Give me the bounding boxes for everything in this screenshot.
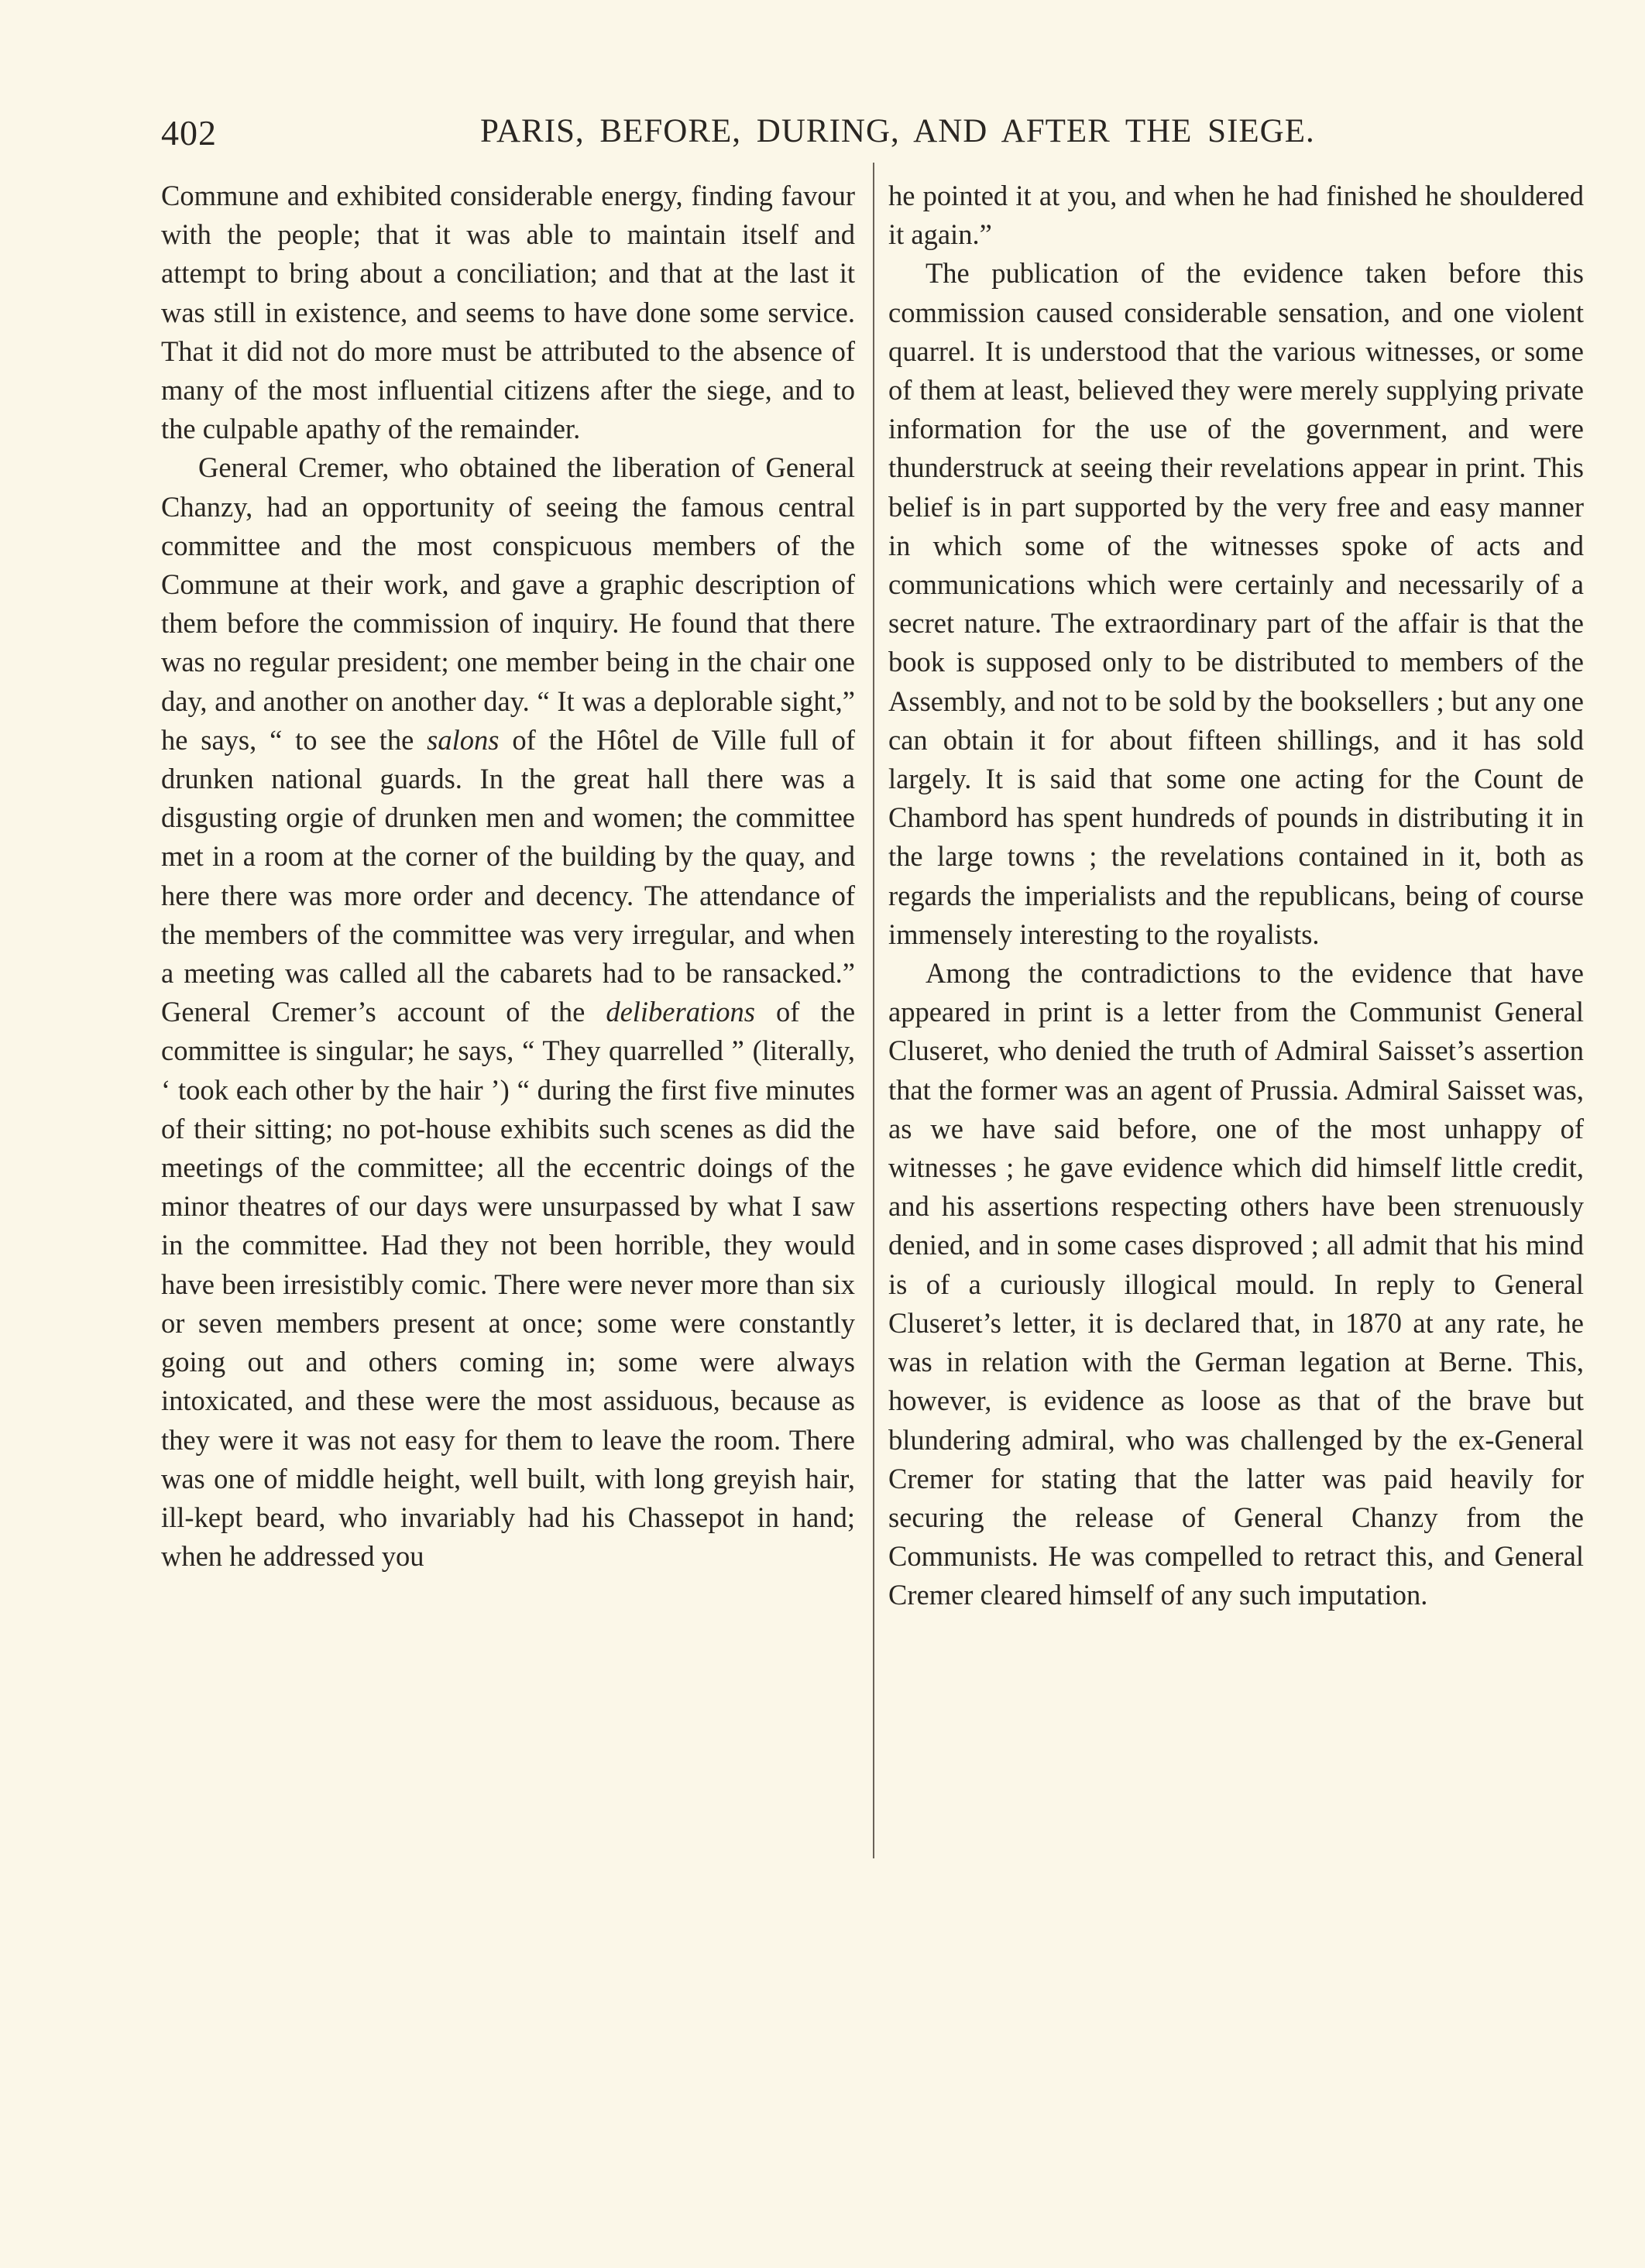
column-divider — [873, 163, 874, 1858]
italic-word-deliberations: deliberations — [606, 996, 755, 1028]
right-paragraph-3: Among the contradictions to the evidence that have appeared in print is a letter from the Communist General Cluseret, who denied the truth of Admiral Saisset’s assertion that the former was an agent of Prussia. Admiral Saisset was, as we have said before, one of the most unhappy of witnesses ; he gave evidence which did himself little credit, and his assertions respecting others have been strenuously denied, and in some cases disproved ; all admit that his mind is of a curiously illogical mould. In reply to General Cluseret’s letter, it is declared that, in 1870 at any rate, he was in relation with the German legation at Berne. This, however, is evidence as loose as that of the brave but blundering admiral, who was challenged by the ex-General Cremer for stating that the latter was paid heavily for securing the release of General Chanzy from the Communists. He was compelled to retract this, and General Cremer cleared himself of any such imputation. — [888, 957, 1584, 1611]
right-paragraph-1: he pointed it at you, and when he had finished he shouldered it again.” — [888, 180, 1584, 251]
page-number: 402 — [161, 113, 217, 153]
running-head — [161, 112, 1589, 159]
running-title: PARIS, BEFORE, DURING, AND AFTER THE SIEGE. — [480, 113, 1315, 149]
left-paragraph-1: Commune and exhibited considerable energy, finding favour with the people; that it was able to maintain itself and attempt to bring about a conciliation; and that at the last it was still in existence, and seems to have done some service. That it did not do more must be attributed to the absence of many of the most influential citizens after the siege, and to the culpable apathy of the remainder. — [161, 180, 855, 445]
text-run: of the Hôtel de Ville full of drunken national guards. In the great hall there was a disgusting orgie of drunken men and women; the committee met in a room at the corner of the building by the quay, and here there was more order and decency. The attendance of the members of the committee was very irregular, and when a meeting was called all the cabarets had to be ransacked.” General Cremer’s account of the — [161, 723, 856, 1028]
left-column — [161, 177, 855, 1576]
right-paragraph-2: The publication of the evidence taken before this commission caused considerable sensation, and one violent quarrel. It is understood that the various witnesses, or some of them at least, believed they were merely supplying private information for the use of the government, and were thunderstruck at seeing their revelations appear in print. This belief is in part supported by the very free and easy manner in which some of the witnesses spoke of acts and communications which were certainly and necessarily of a secret nature. The extraordinary part of the affair is that the book is supposed only to be distributed to members of the Assembly, and not to be sold by the booksellers ; but any one can obtain it for about fifteen shillings, and it has sold largely. It is said that some one acting for the Count de Chambord has spent hundreds of pounds in distributing it in the large towns ; the revelations contained in it, both as regards the imperialists and the republicans, being of course immensely interesting to the royalists. — [888, 257, 1584, 950]
right-column — [888, 177, 1584, 1615]
italic-word-salons: salons — [427, 723, 500, 756]
left-paragraph-2 — [161, 448, 855, 1576]
text-run: General Cremer, who obtained the liberation of General Chanzy, had an opportunity of seeing the famous central committee and the most conspicuous members of the Commune at their work, and gave a graphic description of them before the commission of inquiry. He found that there was no regular president; one member being in the chair one day, and another on another day. “ It was a deplorable sight,” he says, “ to see the — [161, 451, 855, 756]
text-run: of the committee is singular; he says, “ They quarrelled ” (literally, ‘ took each other by the hair ’) “ during the first five minutes of their sitting; no pot-house exhibits such scenes as did the meetings of the committee; all the eccentric doings of the minor theatres of our days were unsurpassed by what I saw in the committee. Had they not been horrible, they would have been irresistibly comic. There were never more than six or seven members present at once; some were constantly going out and others coming in; some were always intoxicated, and these were the most assiduous, because as they were it was not easy for them to leave the room. There was one of middle height, well built, with long greyish hair, ill-kept beard, who invariably had his Chassepot in hand; when he addressed you — [161, 996, 856, 1573]
